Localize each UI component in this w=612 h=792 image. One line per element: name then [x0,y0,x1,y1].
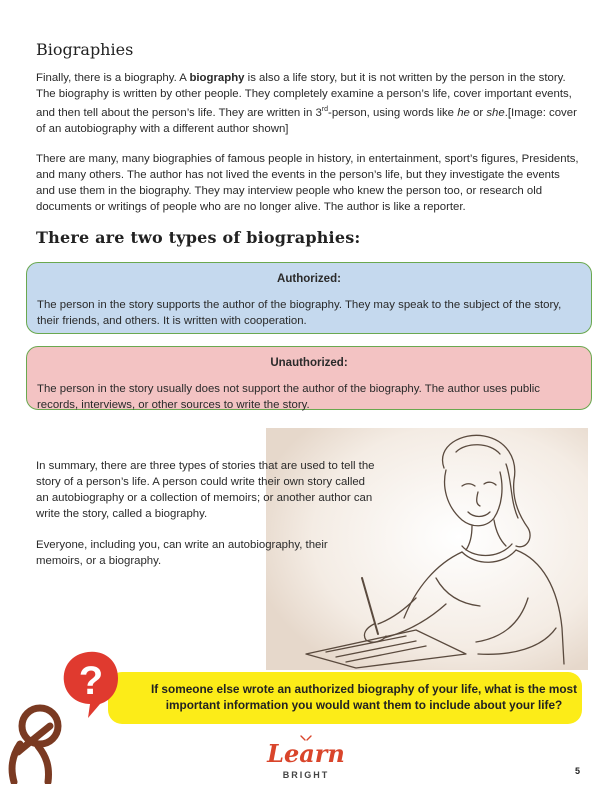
authorized-box [26,262,592,334]
unauthorized-text: The person in the story usually does not support the author of the biography. The author uses public records, interviews, or other sources to write the story. [37,383,540,411]
biography-paragraph: Finally, there is a biography. A biography is also a life story, but it is not written by the person in the story. The biography is written by other people. They completely examine a person’s life, cover important events, and then tell about the person’s life. They are written in 3rd-person, using words like he or she.[Image: cover of an autobiography with a different author shown] [36,72,577,135]
page-number: 5 [575,766,581,776]
reflection-question: If someone else wrote an authorized biography of your life, what is the most important information you would want them to include about your life? [150,682,578,712]
unauthorized-box [26,346,592,410]
thinking-person-question-icon [0,648,140,784]
logo-subtitle: BRIGHT [282,770,330,780]
logo-name: Learn [267,739,345,768]
authorized-text: The person in the story supports the author of the biography. They may speak to the subject of the story, their friends, and others. It is written with cooperation. [37,299,562,327]
learn-bright-logo [246,730,366,784]
unauthorized-title: Unauthorized: [270,357,348,369]
section-title: Biographies [36,40,134,59]
biography-examples-paragraph: There are many, many biographies of famous people in history, in entertainment, sport’s figures, Presidents, and many others. The author has not lived the events in the person’s life, but they investigate the events and use them in the biography. They may interview people who knew the person too, or research old documents or writings of people who are no longer alive. The author is like a reporter. [36,153,579,213]
question-mark-text: ? [78,659,104,703]
summary-paragraph: In summary, there are three types of stories that are used to tell the story of a person’s life. A person could write their own story called an autobiography or a collection of memoirs; or another author can write the story, called a biography. [36,460,375,520]
summary-closing-paragraph: Everyone, including you, can write an autobiography, their memoirs, or a biography. [36,539,328,567]
authorized-title: Authorized: [277,273,341,285]
types-heading: There are two types of biographies: [36,228,361,247]
